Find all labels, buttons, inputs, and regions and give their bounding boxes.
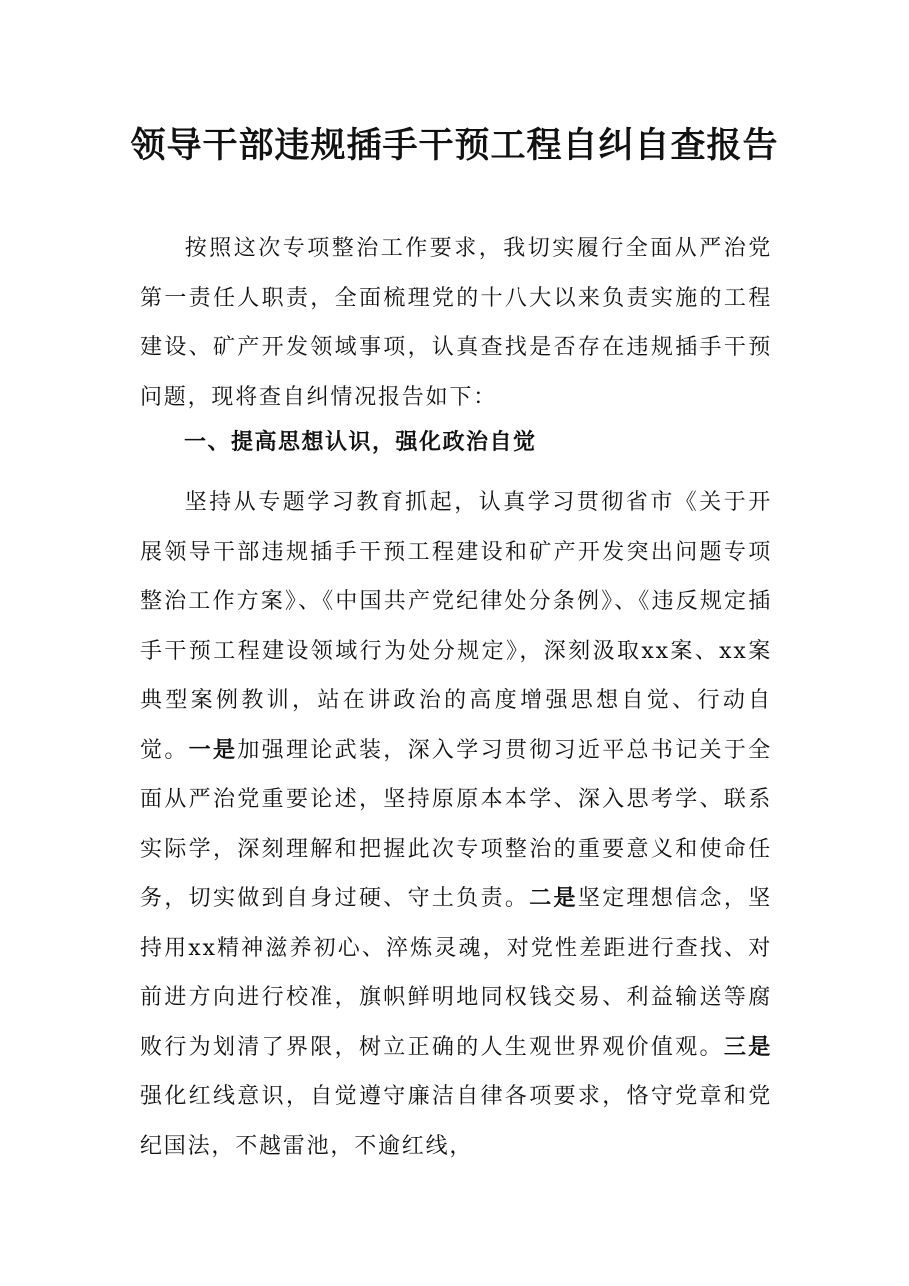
intro-text: 按照这次专项整治工作要求，我切实履行全面从严治党第一责任人职责，全面梳理党的十八大以来负责实施的工程建设、矿产开发领域事项，认真查找是否存在违规插手干预问题，现将查自纠情况报告如下： bbox=[140, 236, 772, 410]
paragraph-text-segment: 坚持从专题学习教育抓起，认真学习贯彻省市《关于开展领导干部违规插手干预工程建设和矿产开发突出问题专项整治工作方案》、《中国共产党纪律处分条例》、《违反规定插手干预工程建设领域行为处分规定》，深刻汲取xx案、xx案典型案例教训，站在讲政治的高度增强思想自觉、行动自觉。 bbox=[140, 490, 772, 763]
paragraph-text-segment: 加强理论武装，深入学习贯彻习近平总书记关于全面从严治党重要论述，坚持原原本本学、深入思考学、联系实际学，深刻理解和把握此次专项整治的重要意义和使命任务，切实做到自身过硬、守土负责。 bbox=[140, 737, 772, 911]
bold-marker-3: 三是 bbox=[723, 1034, 773, 1060]
paragraph-text-segment: 坚定理想信念，坚持用xx精神滋养初心、淬炼灵魂，对党性差距进行查找、对前进方向进行校准，旗帜鲜明地同权钱交易、利益输送等腐败行为划清了界限，树立正确的人生观世界观价值观。 bbox=[140, 886, 772, 1060]
section-heading-1: 一、提高思想认识，强化政治自觉 bbox=[184, 430, 537, 455]
intro-paragraph bbox=[140, 224, 772, 422]
section-1-paragraph bbox=[140, 478, 772, 1171]
bold-marker-1: 一是 bbox=[188, 737, 238, 763]
paragraph-text-segment: 强化红线意识，自觉遵守廉洁自律各项要求，恪守党章和党纪国法，不越雷池，不逾红线， bbox=[140, 1084, 772, 1159]
bold-marker-2: 二是 bbox=[529, 886, 578, 911]
document-title: 领导干部违规插手干预工程自纠自查报告 bbox=[130, 125, 779, 166]
